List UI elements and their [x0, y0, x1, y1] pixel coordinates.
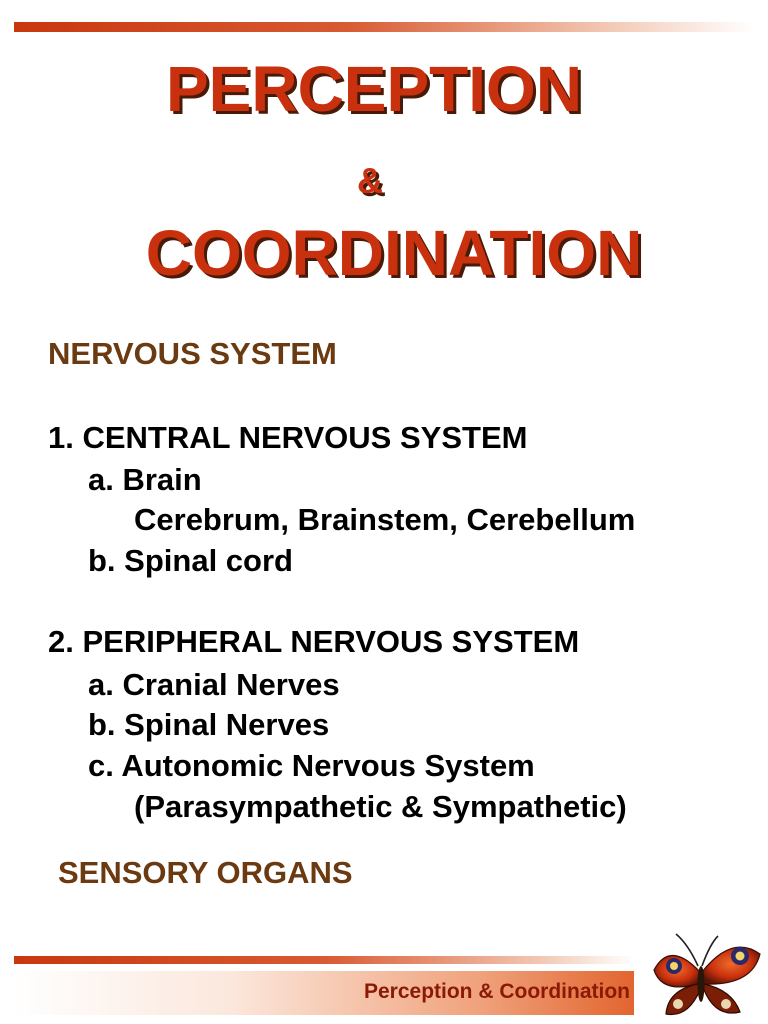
- nervous-system-heading: NERVOUS SYSTEM: [48, 336, 337, 371]
- cns-brain-detail: Cerebrum, Brainstem, Cerebellum: [134, 502, 636, 537]
- title-line-2: COORDINATION: [145, 217, 643, 289]
- cns-item-brain: a. Brain: [88, 462, 202, 497]
- footer-title: Perception & Coordination: [363, 980, 630, 1003]
- cns-item-spinal-cord: b. Spinal cord: [88, 543, 293, 578]
- sensory-organs-heading: SENSORY ORGANS: [58, 855, 353, 890]
- pns-autonomic-detail: (Parasympathetic & Sympathetic): [134, 789, 627, 824]
- butterfly-icon: [640, 924, 766, 1020]
- bottom-decorative-bar: [14, 956, 634, 964]
- top-decorative-bar: [14, 22, 754, 32]
- cns-label: 1. CENTRAL NERVOUS SYSTEM: [48, 420, 528, 455]
- title-line-1: PERCEPTION: [165, 53, 583, 125]
- pns-label: 2. PERIPHERAL NERVOUS SYSTEM: [48, 624, 580, 659]
- pns-item-autonomic: c. Autonomic Nervous System: [88, 748, 535, 783]
- pns-item-spinal: b. Spinal Nerves: [88, 707, 330, 742]
- pns-item-cranial: a. Cranial Nerves: [88, 667, 340, 702]
- title-ampersand: &: [357, 160, 383, 201]
